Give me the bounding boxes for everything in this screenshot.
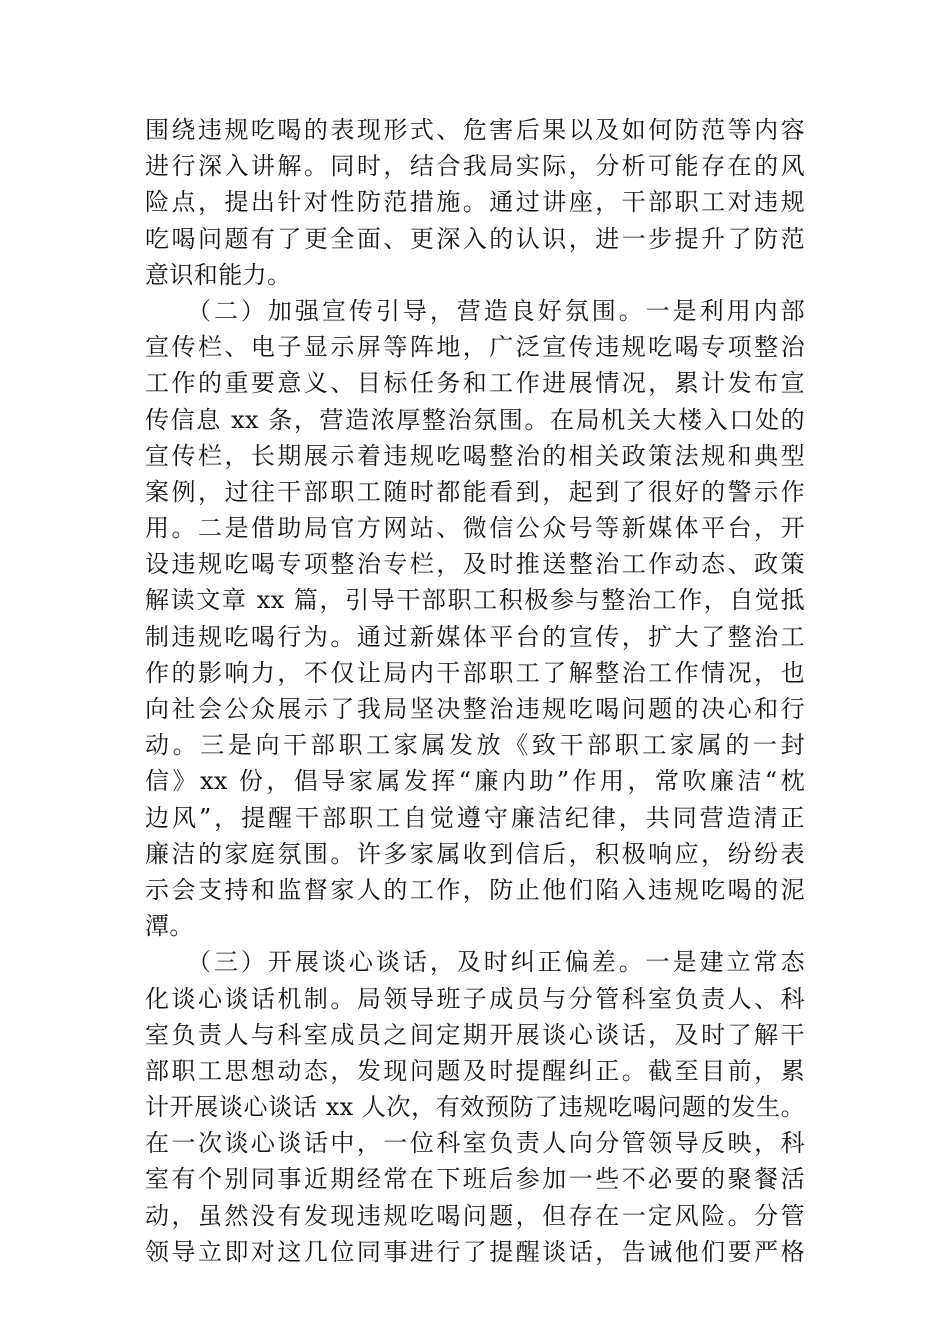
text-line: 室有个别同事近期经常在下班后参加一些不必要的聚餐活 xyxy=(145,1165,805,1194)
text-line: 廉洁的家庭氛围。许多家属收到信后，积极响应，纷纷表 xyxy=(145,839,805,868)
text-line: 信》xx 份，倡导家属发挥“廉内助”作用，常吹廉洁“枕 xyxy=(145,767,805,796)
text-line: 案例，过往干部职工随时都能看到，起到了很好的警示作 xyxy=(145,477,805,506)
text-line: 向社会公众展示了我局坚决整治违规吃喝问题的决心和行 xyxy=(145,695,805,723)
text-line: 潭。 xyxy=(145,912,194,941)
text-line: 计开展谈心谈话 xx 人次，有效预防了违规吃喝问题的发生。 xyxy=(145,1093,805,1122)
text-line: 设违规吃喝专项整治专栏，及时推送整治工作动态、政策 xyxy=(145,550,805,579)
text-line: 吃喝问题有了更全面、更深入的认识，进一步提升了防范 xyxy=(145,224,805,253)
text-line: 部职工思想动态，发现问题及时提醒纠正。截至目前，累 xyxy=(145,1056,805,1085)
text-line: 动，虽然没有发现违规吃喝问题，但存在一定风险。分管 xyxy=(145,1201,805,1230)
text-line: 宣传栏，长期展示着违规吃喝整治的相关政策法规和典型 xyxy=(145,441,805,470)
text-line: 宣传栏、电子显示屏等阵地，广泛宣传违规吃喝专项整治 xyxy=(145,333,805,362)
text-line: 制违规吃喝行为。通过新媒体平台的宣传，扩大了整治工 xyxy=(145,622,805,651)
text-line: 解读文章 xx 篇，引导干部职工积极参与整治工作，自觉抵 xyxy=(145,586,805,615)
text-line: 进行深入讲解。同时，结合我局实际，分析可能存在的风 xyxy=(145,152,805,181)
text-line: 领导立即对这几位同事进行了提醒谈话，告诫他们要严格 xyxy=(145,1237,805,1266)
text-line: 险点，提出针对性防范措施。通过讲座，干部职工对违规 xyxy=(145,188,805,217)
text-line: 示会支持和监督家人的工作，防止他们陷入违规吃喝的泥 xyxy=(145,875,805,904)
document-body xyxy=(145,112,805,1270)
text-line: 化谈心谈话机制。局领导班子成员与分管科室负责人、科 xyxy=(145,984,805,1013)
text-line: 意识和能力。 xyxy=(145,260,292,289)
text-line: 工作的重要意义、目标任务和工作进展情况，累计发布宣 xyxy=(145,369,805,398)
text-line: 动。三是向干部职工家属发放《致干部职工家属的一封 xyxy=(145,731,805,760)
text-line: （三）开展谈心谈话，及时纠正偏差。一是建立常态 xyxy=(145,948,805,977)
text-line: 作的影响力，不仅让局内干部职工了解整治工作情况，也 xyxy=(145,658,805,687)
text-line: 边风”，提醒干部职工自觉遵守廉洁纪律，共同营造清正 xyxy=(145,803,805,832)
text-line: （二）加强宣传引导，营造良好氛围。一是利用内部 xyxy=(145,296,805,325)
text-line: 用。二是借助局官方网站、微信公众号等新媒体平台，开 xyxy=(145,514,805,543)
text-line: 在一次谈心谈话中，一位科室负责人向分管领导反映，科 xyxy=(145,1129,805,1158)
text-line: 围绕违规吃喝的表现形式、危害后果以及如何防范等内容 xyxy=(145,116,805,144)
text-line: 室负责人与科室成员之间定期开展谈心谈话，及时了解干 xyxy=(145,1020,805,1049)
text-line: 传信息 xx 条，营造浓厚整治氛围。在局机关大楼入口处的 xyxy=(145,405,805,434)
